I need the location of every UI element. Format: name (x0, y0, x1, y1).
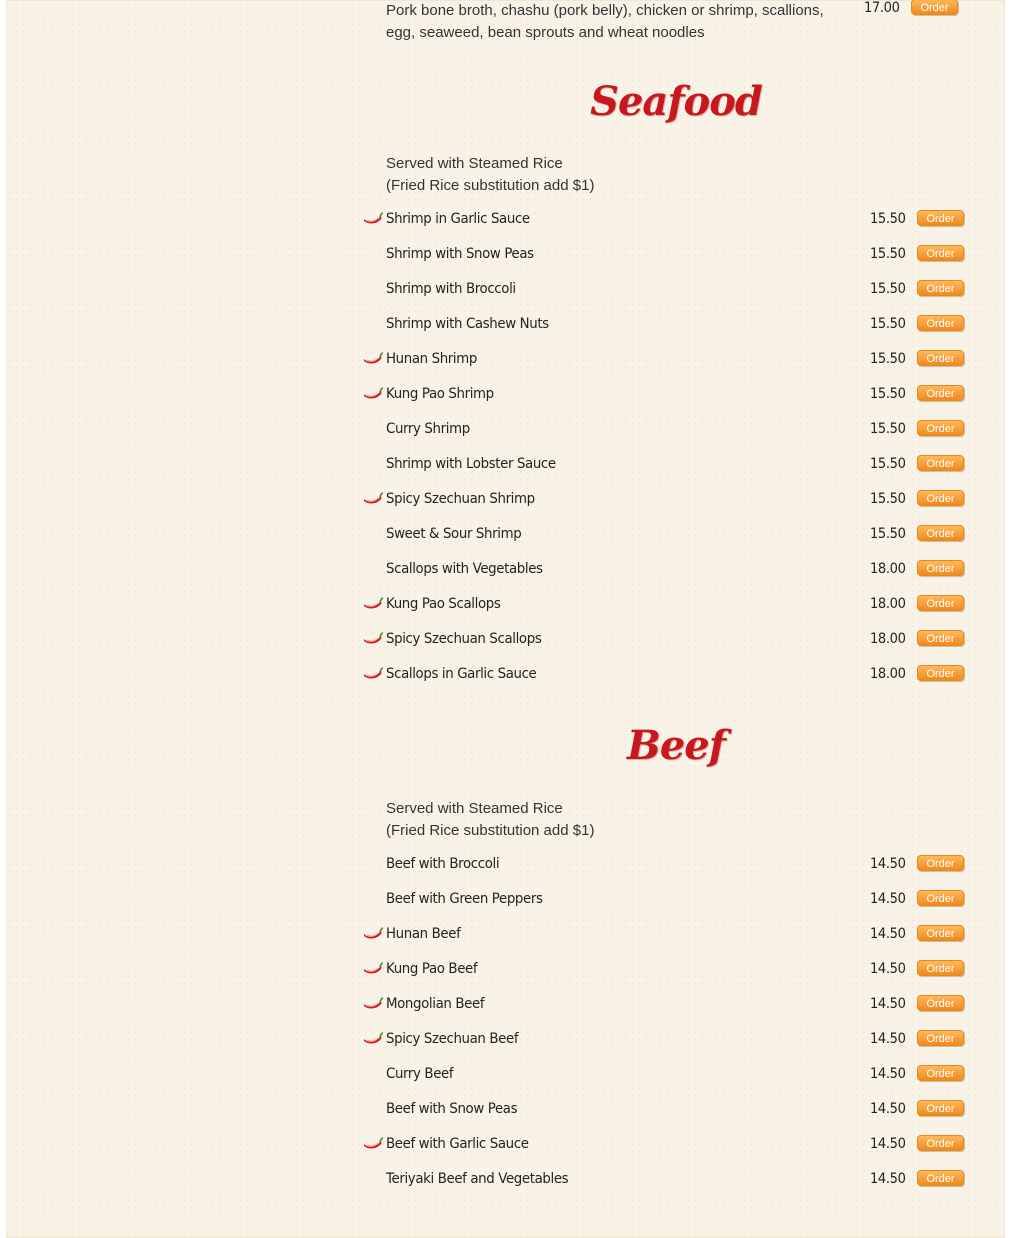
menu-item-row (362, 350, 966, 376)
item-name: Shrimp in Garlic Sauce (386, 211, 530, 227)
chili-pepper-icon (362, 996, 384, 1012)
item-price: 15.50 (870, 246, 906, 262)
chili-pepper-icon (362, 631, 384, 647)
menu-item-row (362, 1100, 966, 1126)
chili-pepper-icon (362, 596, 384, 612)
item-price: 15.50 (870, 211, 906, 227)
chili-pepper-icon (362, 386, 384, 402)
menu-item-row (362, 960, 966, 986)
item-name: Beef with Garlic Sauce (386, 1136, 529, 1152)
order-button[interactable]: Order (917, 525, 964, 541)
item-name: Hunan Shrimp (386, 351, 477, 367)
chili-pepper-icon (362, 666, 384, 682)
order-button[interactable]: Order (917, 280, 964, 296)
section-note (386, 798, 594, 842)
order-button[interactable]: Order (917, 890, 964, 906)
section-note-line: (Fried Rice substitution add $1) (386, 177, 595, 194)
item-name: Beef with Snow Peas (386, 1101, 518, 1117)
section-title-beef: Beef (627, 722, 725, 769)
item-name: Kung Pao Scallops (386, 596, 501, 612)
item-price: 18.00 (870, 596, 906, 612)
item-price: 18.00 (870, 631, 906, 647)
order-button[interactable]: Order (917, 210, 964, 226)
menu-item-row (362, 490, 966, 516)
order-button[interactable]: Order (917, 960, 964, 976)
menu-item-row (362, 280, 966, 306)
menu-item-row (362, 630, 966, 656)
order-button[interactable]: Order (917, 560, 964, 576)
item-price: 18.00 (870, 561, 906, 577)
order-button[interactable]: Order (917, 385, 964, 401)
chili-pepper-icon (362, 926, 384, 942)
menu-item-row (362, 1030, 966, 1056)
item-price: 15.50 (870, 526, 906, 542)
order-button[interactable]: Order (917, 855, 964, 871)
item-description-line: egg, seaweed, bean sprouts and wheat noodles (386, 24, 705, 41)
order-button[interactable]: Order (917, 665, 964, 681)
item-name: Curry Beef (386, 1066, 454, 1082)
item-price: 15.50 (870, 351, 906, 367)
item-price: 17.00 (864, 0, 900, 16)
menu-item-row (362, 525, 966, 551)
item-name: Teriyaki Beef and Vegetables (386, 1171, 569, 1187)
order-button[interactable]: Order (917, 630, 964, 646)
order-button[interactable]: Order (917, 1100, 964, 1116)
item-price: 14.50 (870, 891, 906, 907)
section-title-seafood: Seafood (590, 78, 762, 125)
item-price: 15.50 (870, 281, 906, 297)
order-button[interactable]: Order (917, 925, 964, 941)
menu-item-row (362, 925, 966, 951)
chili-pepper-icon (362, 1031, 384, 1047)
menu-page (6, 0, 1005, 1238)
menu-item-row (362, 855, 966, 881)
order-button[interactable]: Order (917, 420, 964, 436)
menu-item-row (362, 665, 966, 691)
order-button[interactable]: Order (917, 595, 964, 611)
item-price: 14.50 (870, 1136, 906, 1152)
menu-item-row (362, 890, 966, 916)
item-name: Shrimp with Snow Peas (386, 246, 534, 262)
section-note-line: Served with Steamed Rice (386, 155, 563, 172)
item-name: Beef with Green Peppers (386, 891, 543, 907)
item-price: 15.50 (870, 421, 906, 437)
item-price: 14.50 (870, 1031, 906, 1047)
menu-item-row (362, 210, 966, 236)
item-name: Spicy Szechuan Scallops (386, 631, 542, 647)
item-price: 15.50 (870, 386, 906, 402)
item-price: 14.50 (870, 1066, 906, 1082)
order-button[interactable]: Order (911, 0, 958, 15)
item-name: Kung Pao Shrimp (386, 386, 494, 402)
menu-item-row (362, 995, 966, 1021)
item-name: Scallops with Vegetables (386, 561, 543, 577)
menu-item-row (362, 385, 966, 411)
item-name: Spicy Szechuan Shrimp (386, 491, 535, 507)
order-button[interactable]: Order (917, 455, 964, 471)
item-price: 14.50 (870, 996, 906, 1012)
item-price: 18.00 (870, 666, 906, 682)
item-price: 15.50 (870, 316, 906, 332)
menu-item-row (362, 560, 966, 586)
order-button[interactable]: Order (917, 350, 964, 366)
menu-item-row (362, 595, 966, 621)
chili-pepper-icon (362, 961, 384, 977)
item-name: Sweet & Sour Shrimp (386, 526, 522, 542)
item-name: Beef with Broccoli (386, 856, 500, 872)
order-button[interactable]: Order (917, 315, 964, 331)
item-name: Hunan Beef (386, 926, 461, 942)
order-button[interactable]: Order (917, 1065, 964, 1081)
menu-item-row (362, 1170, 966, 1196)
chili-pepper-icon (362, 351, 384, 367)
menu-item-row (362, 455, 966, 481)
order-button[interactable]: Order (917, 995, 964, 1011)
item-price: 14.50 (870, 926, 906, 942)
item-price: 14.50 (870, 1171, 906, 1187)
item-name: Mongolian Beef (386, 996, 485, 1012)
item-name: Kung Pao Beef (386, 961, 478, 977)
section-note (386, 153, 594, 197)
section-note-line: Served with Steamed Rice (386, 800, 563, 817)
item-name: Shrimp with Cashew Nuts (386, 316, 549, 332)
menu-item-row (362, 315, 966, 341)
menu-item-row (362, 1065, 966, 1091)
item-name: Shrimp with Broccoli (386, 281, 516, 297)
item-price: 14.50 (870, 961, 906, 977)
item-price: 14.50 (870, 856, 906, 872)
item-name: Shrimp with Lobster Sauce (386, 456, 556, 472)
item-name: Spicy Szechuan Beef (386, 1031, 519, 1047)
menu-item-row (362, 1135, 966, 1161)
menu-item-row (362, 245, 966, 271)
item-name: Curry Shrimp (386, 421, 470, 437)
item-description-line: Pork bone broth, chashu (pork belly), chicken or shrimp, scallions, (386, 2, 824, 19)
order-button[interactable]: Order (917, 1170, 964, 1186)
order-button[interactable]: Order (917, 245, 964, 261)
item-price: 14.50 (870, 1101, 906, 1117)
chili-pepper-icon (362, 211, 384, 227)
item-name: Scallops in Garlic Sauce (386, 666, 537, 682)
order-button[interactable]: Order (917, 1135, 964, 1151)
menu-item-row (362, 420, 966, 446)
section-note-line: (Fried Rice substitution add $1) (386, 822, 595, 839)
item-price: 15.50 (870, 491, 906, 507)
menu-item-row (356, 0, 960, 26)
order-button[interactable]: Order (917, 490, 964, 506)
chili-pepper-icon (362, 1136, 384, 1152)
chili-pepper-icon (362, 491, 384, 507)
item-price: 15.50 (870, 456, 906, 472)
order-button[interactable]: Order (917, 1030, 964, 1046)
